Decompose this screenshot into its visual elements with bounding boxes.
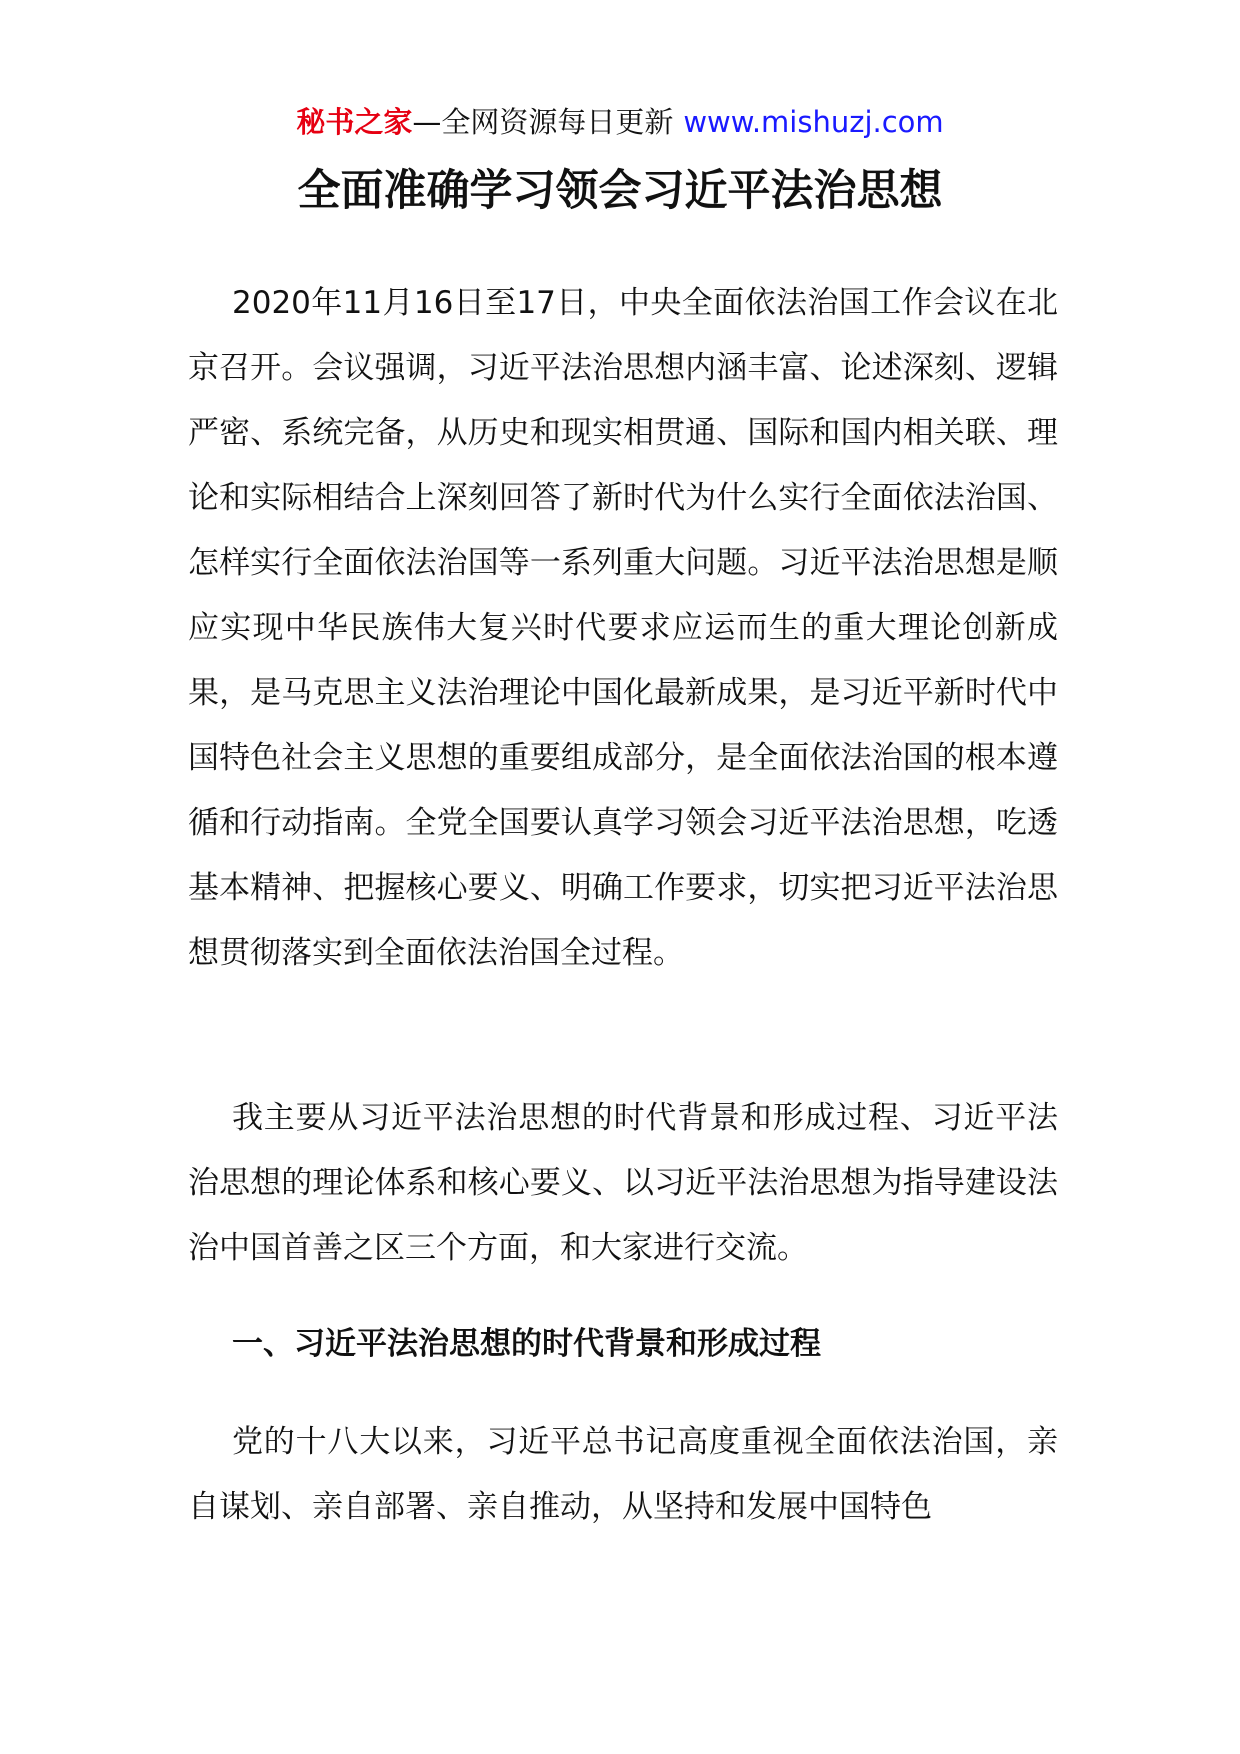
- body-paragraph: 我主要从习近平法治思想的时代背景和形成过程、习近平法治思想的理论体系和核心要义、以习近平法治思想为指导建设法治中国首善之区三个方面，和大家进行交流。: [188, 1100, 1058, 1266]
- body-paragraph: 2020年11月16日至17日，中央全面依法治国工作会议在北京召开。会议强调，习近平法治思想内涵丰富、论述深刻、逻辑严密、系统完备，从历史和现实相贯通、国际和国内相关联、理论和实际相结合上深刻回答了新时代为什么实行全面依法治国、怎样实行全面依法治国等一系列重大问题。习近平法治思想是顺应实现中华民族伟大复兴时代要求应运而生的重大理论创新成果，是马克思主义法治理论中国化最新成果，是习近平新时代中国特色社会主义思想的重要组成部分，是全面依法治国的根本遵循和行动指南。全党全国要认真学习领会习近平法治思想，吃透基本精神、把握核心要义、明确工作要求，切实把习近平法治思想贯彻落实到全面依法治国全过程。: [188, 285, 1058, 971]
- site-tagline: —全网资源每日更新: [412, 105, 674, 139]
- site-name: 秘书之家: [296, 105, 413, 139]
- document-title: 全面准确学习领会习近平法治思想: [297, 166, 943, 216]
- section-heading: 一、习近平法治思想的时代背景和形成过程: [232, 1326, 821, 1362]
- body-paragraph: 党的十八大以来，习近平总书记高度重视全面依法治国，亲自谋划、亲自部署、亲自推动，从坚持和发展中国特色: [188, 1424, 1058, 1525]
- site-url-link[interactable]: www.mishuzj.com: [683, 105, 944, 139]
- site-header: [0, 100, 1240, 144]
